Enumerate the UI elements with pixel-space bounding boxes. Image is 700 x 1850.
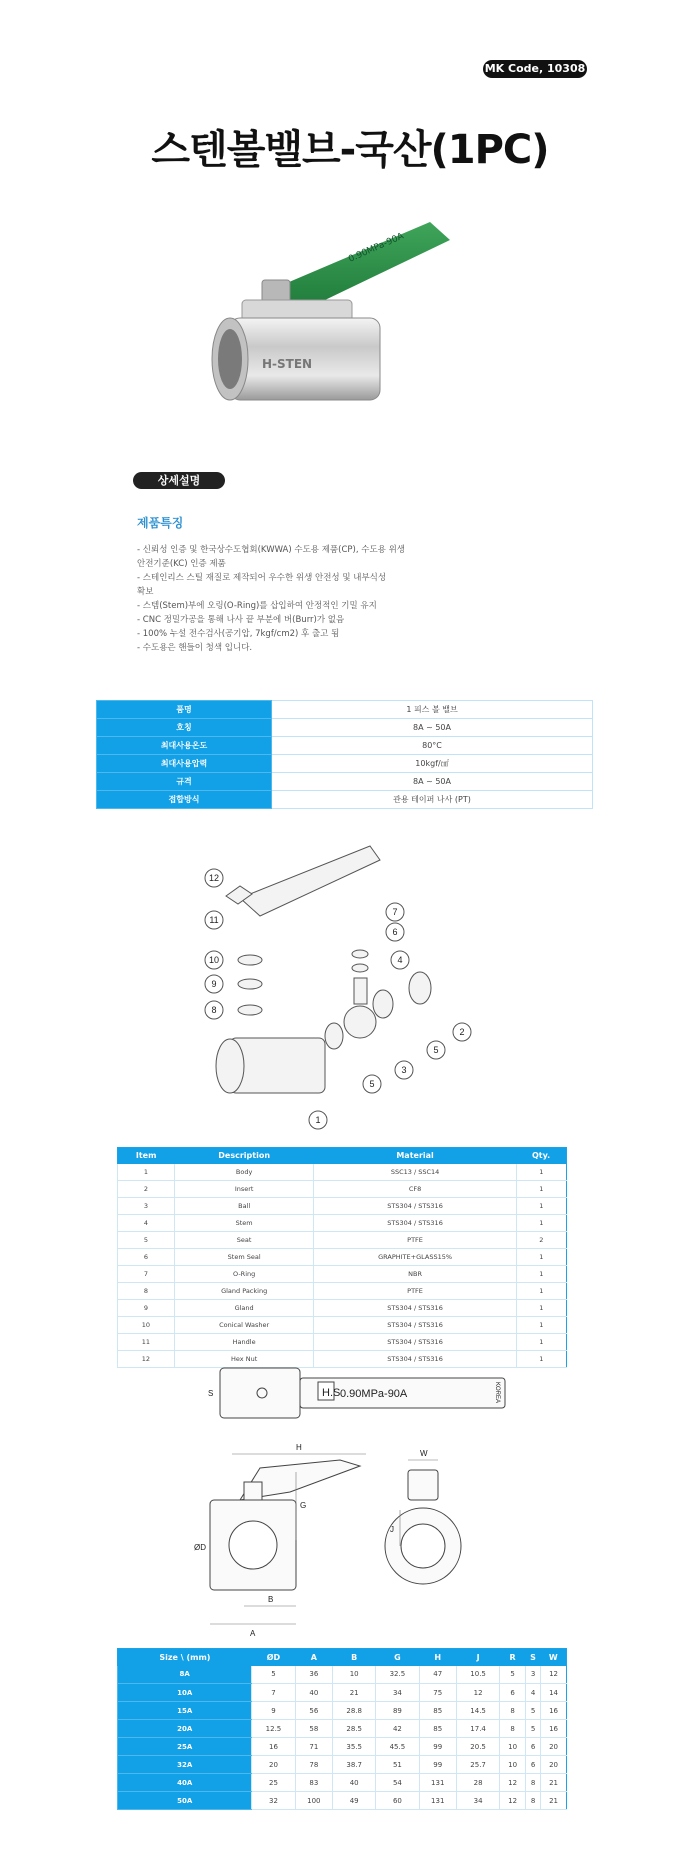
top-view-stem xyxy=(257,1388,267,1398)
end-view-stem xyxy=(408,1470,438,1500)
cell: 16 xyxy=(252,1738,295,1756)
table-row xyxy=(118,1249,567,1266)
feature-line: 안전기준(KC) 인증 제품 xyxy=(137,559,226,569)
col-w: W xyxy=(541,1649,567,1666)
cell: 36 xyxy=(295,1666,332,1684)
callout-5-right: 5 xyxy=(433,1045,439,1055)
cell: Gland Packing xyxy=(174,1283,314,1300)
cell: STS304 / STS316 xyxy=(314,1198,516,1215)
callout-6: 6 xyxy=(392,927,398,937)
page-title: 스텐볼밸브-국산(1PC) xyxy=(151,127,549,173)
cell: 28.8 xyxy=(333,1702,376,1720)
cell: 1 xyxy=(516,1198,566,1215)
dim-g-label: G xyxy=(300,1501,307,1510)
cell: 3 xyxy=(118,1198,175,1215)
cell: 28.5 xyxy=(333,1720,376,1738)
cell: 21 xyxy=(333,1684,376,1702)
cell: 1 xyxy=(516,1266,566,1283)
col-r: R xyxy=(500,1649,526,1666)
spec-label: 최대사용압력 xyxy=(97,755,272,773)
spec-row xyxy=(97,755,593,773)
cell: Seat xyxy=(174,1232,314,1249)
table-row xyxy=(118,1232,567,1249)
cell: 1 xyxy=(516,1249,566,1266)
table-row xyxy=(118,1317,567,1334)
features-heading: 제품특징 xyxy=(137,516,184,530)
cell: 56 xyxy=(295,1702,332,1720)
cell: GRAPHITE+GLASS15% xyxy=(314,1249,516,1266)
col-a: A xyxy=(295,1649,332,1666)
cell: Body xyxy=(174,1164,314,1181)
seat-part-right xyxy=(373,990,393,1018)
cell: 11 xyxy=(118,1334,175,1351)
col-h: H xyxy=(419,1649,456,1666)
col-j: J xyxy=(456,1649,499,1666)
cell: STS304 / STS316 xyxy=(314,1300,516,1317)
cell: 14 xyxy=(541,1684,567,1702)
callout-3: 3 xyxy=(401,1065,407,1075)
spec-table xyxy=(96,700,593,809)
cell: Insert xyxy=(174,1181,314,1198)
spec-value: 관용 테이퍼 나사 (PT) xyxy=(272,791,593,809)
cell: 21 xyxy=(541,1774,567,1792)
seat-part-left xyxy=(325,1023,343,1049)
cell: 71 xyxy=(295,1738,332,1756)
handle-part xyxy=(240,846,380,916)
cell: 6 xyxy=(118,1249,175,1266)
parts-table xyxy=(117,1147,567,1368)
cell: STS304 / STS316 xyxy=(314,1215,516,1232)
cell: 12 xyxy=(500,1792,526,1810)
feature-line: - 스테인리스 스틸 재질로 제작되어 우수한 위생 안전성 및 내부식성 xyxy=(137,573,387,583)
table-row xyxy=(118,1215,567,1232)
dim-h-label: H xyxy=(296,1443,302,1452)
cell: 85 xyxy=(419,1720,456,1738)
cell: 16 xyxy=(541,1720,567,1738)
cell: Gland xyxy=(174,1300,314,1317)
spec-row xyxy=(97,773,593,791)
packing-part xyxy=(238,1005,262,1015)
cell: 40 xyxy=(295,1684,332,1702)
feature-line: - 스템(Stem)부에 오링(O-Ring)를 삽입하여 안정적인 기밀 유지 xyxy=(137,601,377,611)
ball-part xyxy=(344,1006,376,1038)
cell: 20.5 xyxy=(456,1738,499,1756)
cell: 40A xyxy=(118,1774,252,1792)
handle-brand-label: KOREA xyxy=(494,1382,500,1404)
features-list xyxy=(137,543,437,655)
table-row xyxy=(118,1684,567,1702)
cell: 60 xyxy=(376,1792,419,1810)
cell: 8 xyxy=(500,1702,526,1720)
cell: 2 xyxy=(516,1232,566,1249)
cell: 8 xyxy=(500,1720,526,1738)
spec-label: 품명 xyxy=(97,701,272,719)
feature-line: - 수도용은 핸들이 청색 입니다. xyxy=(137,643,253,653)
cell: 9 xyxy=(252,1702,295,1720)
spec-row xyxy=(97,701,593,719)
cell: 75 xyxy=(419,1684,456,1702)
cell: 25.7 xyxy=(456,1756,499,1774)
cell: 10 xyxy=(500,1756,526,1774)
cell: 99 xyxy=(419,1756,456,1774)
cell: 42 xyxy=(376,1720,419,1738)
cell: 99 xyxy=(419,1738,456,1756)
cell: 49 xyxy=(333,1792,376,1810)
cell: 12 xyxy=(541,1666,567,1684)
insert-part xyxy=(409,972,431,1004)
callout-12: 12 xyxy=(208,873,220,883)
cell: 50A xyxy=(118,1792,252,1810)
cell: STS304 / STS316 xyxy=(314,1334,516,1351)
cell: STS304 / STS316 xyxy=(314,1317,516,1334)
cell: 12 xyxy=(456,1684,499,1702)
body-engraving: H-STEN xyxy=(262,357,313,371)
cell: SSC13 / SSC14 xyxy=(314,1164,516,1181)
col-g: G xyxy=(376,1649,419,1666)
feature-line: - 100% 누설 전수검사(공기압, 7kgf/cm2) 후 출고 됨 xyxy=(137,629,340,639)
cell: 8 xyxy=(118,1283,175,1300)
spec-label: 규격 xyxy=(97,773,272,791)
spec-row xyxy=(97,791,593,809)
cell: PTFE xyxy=(314,1232,516,1249)
cell: 100 xyxy=(295,1792,332,1810)
dimension-drawing xyxy=(190,1360,530,1642)
exploded-view-drawing xyxy=(190,838,510,1138)
cell: Stem xyxy=(174,1215,314,1232)
cell: 1 xyxy=(516,1164,566,1181)
cell: 34 xyxy=(376,1684,419,1702)
cell: Conical Washer xyxy=(174,1317,314,1334)
cell: Ball xyxy=(174,1198,314,1215)
cell: 3 xyxy=(526,1666,541,1684)
cell: 4 xyxy=(118,1215,175,1232)
cell: 7 xyxy=(118,1266,175,1283)
col-qty: Qty. xyxy=(516,1148,566,1164)
col-material: Material xyxy=(314,1148,516,1164)
table-row xyxy=(118,1266,567,1283)
col-description: Description xyxy=(174,1148,314,1164)
cell: 10 xyxy=(333,1666,376,1684)
cell: NBR xyxy=(314,1266,516,1283)
cell: 47 xyxy=(419,1666,456,1684)
dim-od-label: ØD xyxy=(194,1543,206,1552)
product-photo xyxy=(200,200,500,410)
cell: 1 xyxy=(516,1181,566,1198)
spec-label: 호칭 xyxy=(97,719,272,737)
cell: 20 xyxy=(252,1756,295,1774)
cell: 5 xyxy=(118,1232,175,1249)
cell: 1 xyxy=(516,1334,566,1351)
cell: 1 xyxy=(516,1317,566,1334)
col-item: Item xyxy=(118,1148,175,1164)
cell: 1 xyxy=(516,1283,566,1300)
stem-seal-part xyxy=(352,964,368,972)
cell: Hex Nut xyxy=(174,1351,314,1368)
cell: 6 xyxy=(500,1684,526,1702)
cell: 8 xyxy=(526,1792,541,1810)
handle-spec-label: 0.90MPa-90A xyxy=(340,1388,408,1400)
cell: 25A xyxy=(118,1738,252,1756)
table-row xyxy=(118,1702,567,1720)
callout-8: 8 xyxy=(211,1005,217,1015)
cell: 4 xyxy=(526,1684,541,1702)
section-badge-details: 상세설명 xyxy=(133,472,225,489)
callout-4: 4 xyxy=(397,955,403,965)
cell: PTFE xyxy=(314,1283,516,1300)
cell: 45.5 xyxy=(376,1738,419,1756)
washer-part xyxy=(238,955,262,965)
cell: O-Ring xyxy=(174,1266,314,1283)
spec-value: 1 피스 볼 밸브 xyxy=(272,701,593,719)
spec-value: 8A ~ 50A xyxy=(272,719,593,737)
callout-7: 7 xyxy=(392,907,398,917)
table-row xyxy=(118,1756,567,1774)
size-table xyxy=(117,1648,567,1810)
cell: 15A xyxy=(118,1702,252,1720)
cell: 89 xyxy=(376,1702,419,1720)
col-od: ØD xyxy=(252,1649,295,1666)
cell: 38.7 xyxy=(333,1756,376,1774)
cell: 1 xyxy=(516,1300,566,1317)
spec-label: 접합방식 xyxy=(97,791,272,809)
cell: 6 xyxy=(526,1738,541,1756)
spec-value: 10kgf/㎠ xyxy=(272,755,593,773)
gland-part xyxy=(238,979,262,989)
feature-line: - 신뢰성 인증 및 한국상수도협회(KWWA) 수도용 제품(CP), 수도용 위생 xyxy=(137,545,405,555)
cell: 35.5 xyxy=(333,1738,376,1756)
table-row xyxy=(118,1334,567,1351)
cell: 7 xyxy=(252,1684,295,1702)
cell: 32 xyxy=(252,1792,295,1810)
dim-s-label: S xyxy=(208,1389,214,1398)
dim-j-label: J xyxy=(390,1525,394,1534)
dim-a-label: A xyxy=(250,1629,256,1638)
spec-value: 80°C xyxy=(272,737,593,755)
dim-w-label: W xyxy=(420,1449,428,1458)
cell: 1 xyxy=(516,1215,566,1232)
table-row xyxy=(118,1666,567,1684)
spec-label: 최대사용온도 xyxy=(97,737,272,755)
cell: 5 xyxy=(526,1702,541,1720)
cell: 17.4 xyxy=(456,1720,499,1738)
table-row xyxy=(118,1164,567,1181)
cell: 28 xyxy=(456,1774,499,1792)
cell: Handle xyxy=(174,1334,314,1351)
cell: STS304 / STS316 xyxy=(314,1351,516,1368)
table-row xyxy=(118,1181,567,1198)
cell: 1 xyxy=(118,1164,175,1181)
cell: 32A xyxy=(118,1756,252,1774)
spec-row xyxy=(97,719,593,737)
spec-row xyxy=(97,737,593,755)
cell: 20 xyxy=(541,1756,567,1774)
side-view-nut xyxy=(244,1482,262,1502)
cell: 12.5 xyxy=(252,1720,295,1738)
cell: 20A xyxy=(118,1720,252,1738)
side-view-ball xyxy=(229,1521,277,1569)
callout-11: 11 xyxy=(209,915,219,925)
cell: 10A xyxy=(118,1684,252,1702)
cell: 21 xyxy=(541,1792,567,1810)
callout-1: 1 xyxy=(315,1115,321,1125)
cell: 40 xyxy=(333,1774,376,1792)
cell: 8 xyxy=(526,1774,541,1792)
cell: 12 xyxy=(500,1774,526,1792)
stem-part xyxy=(354,978,367,1004)
cell: 5 xyxy=(500,1666,526,1684)
feature-line: - CNC 정밀가공을 통해 나사 끝 부분에 버(Burr)가 없음 xyxy=(137,615,345,625)
callout-10: 10 xyxy=(208,955,220,965)
cell: 58 xyxy=(295,1720,332,1738)
oring-part xyxy=(352,950,368,958)
cell: 1 xyxy=(516,1351,566,1368)
table-row xyxy=(118,1198,567,1215)
cell: 12 xyxy=(118,1351,175,1368)
cell: CF8 xyxy=(314,1181,516,1198)
green-handle xyxy=(275,222,450,312)
cell: 54 xyxy=(376,1774,419,1792)
cell: 6 xyxy=(526,1756,541,1774)
col-s: S xyxy=(526,1649,541,1666)
table-row xyxy=(118,1720,567,1738)
table-row xyxy=(118,1792,567,1810)
feature-line: 확보 xyxy=(137,587,154,597)
cell: 51 xyxy=(376,1756,419,1774)
cell: 5 xyxy=(526,1720,541,1738)
handle-text: 0.90MPa-90A xyxy=(347,231,406,265)
cell: 25 xyxy=(252,1774,295,1792)
cell: 10 xyxy=(500,1738,526,1756)
handle-hs-label: H.S xyxy=(322,1387,341,1399)
cell: 16 xyxy=(541,1702,567,1720)
table-row xyxy=(118,1774,567,1792)
dim-b-label: B xyxy=(268,1595,274,1604)
cell: 14.5 xyxy=(456,1702,499,1720)
table-row xyxy=(118,1300,567,1317)
cell: 131 xyxy=(419,1792,456,1810)
parts-header-row xyxy=(118,1148,567,1164)
col-size: Size \ (mm) xyxy=(118,1649,252,1666)
size-header-row xyxy=(118,1649,567,1666)
table-row xyxy=(118,1283,567,1300)
col-b: B xyxy=(333,1649,376,1666)
cell: 32.5 xyxy=(376,1666,419,1684)
cell: 83 xyxy=(295,1774,332,1792)
cell: 20 xyxy=(541,1738,567,1756)
callout-5-left: 5 xyxy=(369,1079,375,1089)
table-row xyxy=(118,1738,567,1756)
cell: 85 xyxy=(419,1702,456,1720)
cell: 8A xyxy=(118,1666,252,1684)
cell: 9 xyxy=(118,1300,175,1317)
spec-value: 8A ~ 50A xyxy=(272,773,593,791)
cell: 131 xyxy=(419,1774,456,1792)
cell: 10 xyxy=(118,1317,175,1334)
body-port xyxy=(216,1039,244,1093)
mk-code-badge: MK Code, 10308 xyxy=(483,60,587,78)
cell: 10.5 xyxy=(456,1666,499,1684)
callout-9: 9 xyxy=(211,979,217,989)
cell: 5 xyxy=(252,1666,295,1684)
cell: Stem Seal xyxy=(174,1249,314,1266)
cell: 2 xyxy=(118,1181,175,1198)
callout-2: 2 xyxy=(459,1027,465,1037)
cell: 78 xyxy=(295,1756,332,1774)
cell: 34 xyxy=(456,1792,499,1810)
